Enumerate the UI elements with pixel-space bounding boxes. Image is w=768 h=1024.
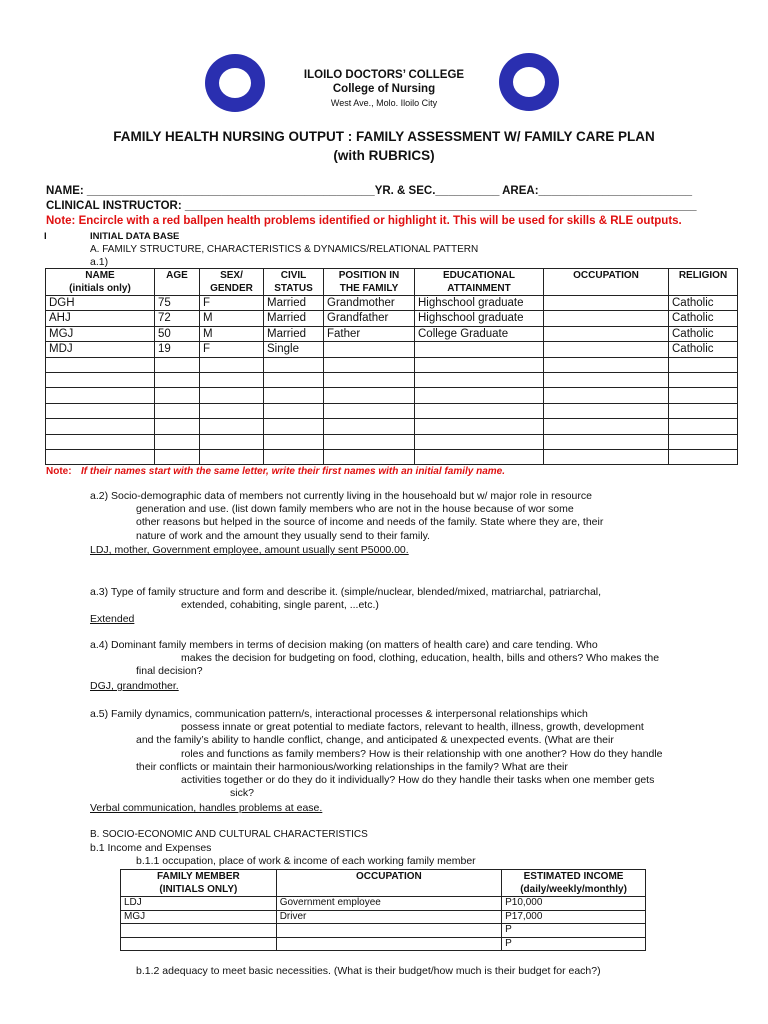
column-header [669, 269, 738, 296]
a3-question-line: extended, cohabiting, single parent, ...etc.) [181, 599, 379, 612]
table-row [46, 326, 738, 341]
table-row [121, 937, 646, 951]
column-header [155, 269, 200, 296]
table-cell[interactable] [415, 449, 544, 464]
family-members-table [45, 268, 738, 465]
column-header-line: GENDER [210, 283, 253, 294]
table-cell[interactable] [155, 403, 200, 418]
table-cell[interactable] [121, 937, 277, 951]
b12-label: b.1.2 adequacy to meet basic necessities. (What is their budget/how much is their budget for each?) [136, 965, 601, 977]
table-cell[interactable] [415, 357, 544, 372]
a2-question-line: nature of work and the amount they usually send to their family. [136, 529, 430, 542]
column-header-line: SEX/ [220, 270, 243, 281]
a5-question-line: their conflicts or maintain their harmonious/working relationships in the family? What are their [136, 760, 568, 773]
table-cell[interactable]: P [502, 937, 646, 951]
table-cell[interactable]: 50 [155, 326, 200, 341]
table-cell[interactable] [669, 357, 738, 372]
table-cell[interactable]: Government employee [276, 897, 501, 911]
name-field[interactable]: NAME: _____________________________________________YR. & SEC.__________ AREA:________________________ [46, 185, 693, 197]
table-cell[interactable]: 72 [155, 311, 200, 326]
table-cell[interactable] [264, 403, 324, 418]
table-cell[interactable] [200, 419, 264, 434]
column-header [46, 269, 155, 296]
column-header [200, 269, 264, 296]
a4-answer[interactable]: DGJ, grandmother. [90, 680, 179, 692]
table-cell[interactable] [415, 372, 544, 387]
table-cell[interactable] [324, 342, 415, 357]
a5-question-line: sick? [230, 787, 254, 800]
a5-question-line: possess innate or great potential to mediate factors, relevant to health, illness, growth, development [181, 721, 644, 734]
red-note: Note: Encircle with a red ballpen health problems identified or highlight it. This will be used for skills & RLE outputs. [46, 215, 682, 227]
a4-question-line: final decision? [136, 665, 203, 678]
table-cell[interactable] [415, 403, 544, 418]
subsection-a-title: A. FAMILY STRUCTURE, CHARACTERISTICS & DYNAMICS/RELATIONAL PATTERN [90, 244, 479, 255]
table-cell[interactable]: Married [264, 311, 324, 326]
table-cell[interactable] [324, 388, 415, 403]
table-cell[interactable] [200, 357, 264, 372]
table-cell[interactable] [264, 449, 324, 464]
table-cell[interactable] [264, 434, 324, 449]
a5-question-line: roles and functions as family members? How is their relationship with one another? How do they handle [181, 747, 663, 760]
table-cell[interactable] [46, 403, 155, 418]
table-cell[interactable] [264, 388, 324, 403]
table-cell[interactable] [46, 434, 155, 449]
table-row [121, 897, 646, 911]
table-cell[interactable] [155, 388, 200, 403]
column-header-line: FAMILY MEMBER [156, 871, 240, 882]
column-header-line: OCCUPATION [573, 270, 639, 281]
table-cell[interactable] [415, 342, 544, 357]
table-cell[interactable] [324, 357, 415, 372]
school-address: West Ave., Molo. Iloilo City [330, 98, 438, 108]
a2-question-line: other reasons but helped in the source of income and needs of the family. State where they are, their [136, 516, 604, 529]
table-cell[interactable]: MGJ [121, 910, 277, 924]
table-row [46, 434, 738, 449]
table-cell[interactable] [46, 372, 155, 387]
table-row [121, 924, 646, 938]
table-cell[interactable] [544, 342, 669, 357]
table-cell[interactable]: Grandfather [324, 311, 415, 326]
table-cell[interactable] [415, 388, 544, 403]
table-cell[interactable]: Catholic [669, 311, 738, 326]
college-name: College of Nursing [332, 83, 436, 95]
table-row [46, 296, 738, 311]
table-cell[interactable] [200, 403, 264, 418]
table-cell[interactable]: P17,000 [502, 910, 646, 924]
table-cell[interactable] [544, 403, 669, 418]
table-cell[interactable] [200, 372, 264, 387]
school-name: ILOILO DOCTORS’ COLLEGE [303, 69, 465, 81]
table-cell[interactable] [669, 434, 738, 449]
b1-label: b.1 Income and Expenses [90, 842, 212, 854]
column-header-line: ATTAINMENT [447, 283, 511, 294]
table-cell[interactable] [544, 311, 669, 326]
table-cell[interactable] [155, 449, 200, 464]
column-header [324, 269, 415, 296]
section-number: I [44, 231, 47, 242]
table-cell[interactable]: Catholic [669, 296, 738, 311]
table-row [46, 342, 738, 357]
a5-answer[interactable]: Verbal communication, handles problems at ease. [90, 802, 323, 814]
table-cell[interactable] [544, 388, 669, 403]
a4-question-line: makes the decision for budgeting on food, clothing, education, health, bills and others? Who makes the [181, 652, 660, 665]
table-cell[interactable] [264, 372, 324, 387]
table-cell[interactable]: P [502, 924, 646, 938]
table-cell[interactable]: Highschool graduate [415, 311, 544, 326]
column-header-line: POSITION IN [338, 270, 400, 281]
doc-title: FAMILY HEALTH NURSING OUTPUT : FAMILY ASSESSMENT W/ FAMILY CARE PLAN [113, 129, 655, 144]
column-header-line: (daily/weekly/monthly) [520, 884, 627, 895]
column-header-line: STATUS [274, 283, 313, 294]
table-row [46, 449, 738, 464]
table-row [46, 357, 738, 372]
table-cell[interactable] [46, 357, 155, 372]
table-cell[interactable]: College Graduate [415, 326, 544, 341]
a5-question-line: activities together or do they do it individually? How do they handle their tasks when one member gets [181, 774, 655, 786]
table-cell[interactable] [669, 388, 738, 403]
table-row [121, 910, 646, 924]
table-cell[interactable]: Married [264, 296, 324, 311]
table-cell[interactable]: Catholic [669, 326, 738, 341]
table-cell[interactable] [544, 296, 669, 311]
table-cell[interactable] [200, 434, 264, 449]
a5-question-line: and the family’s ability to handle conflict, change, and anticipated & unexpected events. (What are their [136, 734, 614, 747]
table-cell[interactable]: M [200, 326, 264, 341]
column-header-line: OCCUPATION [356, 871, 422, 882]
table-cell[interactable]: Catholic [669, 342, 738, 357]
column-header [502, 870, 646, 897]
table-cell[interactable] [264, 357, 324, 372]
table-cell[interactable] [155, 372, 200, 387]
column-header [415, 269, 544, 296]
table-cell[interactable]: F [200, 296, 264, 311]
column-header-line: CIVIL [280, 270, 307, 281]
table-header-row [121, 870, 646, 897]
table-cell[interactable]: AHJ [46, 311, 155, 326]
table-cell[interactable] [544, 419, 669, 434]
table-cell[interactable] [155, 357, 200, 372]
table-cell[interactable] [415, 419, 544, 434]
column-header [264, 269, 324, 296]
table-row [46, 419, 738, 434]
a2-answer[interactable]: LDJ, mother, Government employee, amount usually sent P5000.00. [90, 544, 409, 556]
table-cell[interactable] [415, 434, 544, 449]
table-cell[interactable] [121, 924, 277, 938]
table-cell[interactable] [155, 434, 200, 449]
column-header-line: RELIGION [678, 270, 728, 281]
table-cell[interactable]: Driver [276, 910, 501, 924]
table-cell[interactable] [669, 419, 738, 434]
table-cell[interactable] [200, 388, 264, 403]
table-cell[interactable] [324, 372, 415, 387]
table-cell[interactable] [544, 357, 669, 372]
table-cell[interactable] [324, 419, 415, 434]
table-row [46, 388, 738, 403]
table-cell[interactable]: P10,000 [502, 897, 646, 911]
a2-question-line: generation and use. (list down family members who are not in the house because of wor some [136, 503, 574, 516]
table-cell[interactable]: MGJ [46, 326, 155, 341]
table-cell[interactable]: F [200, 342, 264, 357]
table-cell[interactable] [544, 434, 669, 449]
table-cell[interactable] [276, 937, 501, 951]
table-cell[interactable]: DGH [46, 296, 155, 311]
table-cell[interactable] [544, 326, 669, 341]
table-cell[interactable] [324, 434, 415, 449]
income-table [120, 869, 646, 951]
column-header-line: (INITIALS ONLY) [159, 884, 238, 895]
clinical-instructor-field[interactable]: CLINICAL INSTRUCTOR: ________________________________________________________________________________ [46, 200, 697, 212]
table-row [46, 372, 738, 387]
column-header-line: ESTIMATED INCOME [523, 871, 624, 882]
section-title: INITIAL DATA BASE [90, 231, 180, 242]
table-cell[interactable]: Single [264, 342, 324, 357]
table-cell[interactable] [324, 403, 415, 418]
table-header-row [46, 269, 738, 296]
table-cell[interactable]: Married [264, 326, 324, 341]
table-cell[interactable] [46, 449, 155, 464]
table-cell[interactable]: Highschool graduate [415, 296, 544, 311]
table-row [46, 311, 738, 326]
table-note-label: Note: [46, 466, 72, 477]
column-header [544, 269, 669, 296]
table-cell[interactable]: M [200, 311, 264, 326]
a3-answer[interactable]: Extended [90, 613, 135, 625]
table-cell[interactable] [669, 403, 738, 418]
column-header-line: (initials only) [69, 283, 131, 294]
section-b-title: B. SOCIO-ECONOMIC AND CULTURAL CHARACTERISTICS [90, 829, 368, 840]
table-cell[interactable] [155, 419, 200, 434]
table-cell[interactable] [669, 449, 738, 464]
table-cell[interactable] [46, 388, 155, 403]
doc-subtitle: (with RUBRICS) [333, 148, 435, 163]
column-header-line: AGE [166, 270, 188, 281]
table-cell[interactable] [200, 449, 264, 464]
table-cell[interactable]: Grandmother [324, 296, 415, 311]
column-header-line: THE FAMILY [339, 283, 399, 294]
a5-question-line: a.5) Family dynamics, communication pattern/s, interactional processes & interpersonal relationships which [90, 708, 588, 720]
column-header-line: EDUCATIONAL [442, 270, 516, 281]
column-header [121, 870, 277, 897]
table-cell[interactable]: LDJ [121, 897, 277, 911]
table-cell[interactable] [264, 419, 324, 434]
table-cell[interactable] [276, 924, 501, 938]
table-cell[interactable] [46, 419, 155, 434]
a2-question-line: a.2) Socio-demographic data of members not currently living in the househoald but w/ major role in resource [90, 490, 592, 502]
table-row [46, 403, 738, 418]
table-cell[interactable]: MDJ [46, 342, 155, 357]
b11-label: b.1.1 occupation, place of work & income of each working family member [136, 855, 476, 867]
column-header-line: NAME [85, 270, 115, 281]
table-cell[interactable]: 75 [155, 296, 200, 311]
table-note: If their names start with the same letter, write their first names with an initial family name. [81, 466, 506, 477]
table-cell[interactable] [669, 372, 738, 387]
a3-question-line: a.3) Type of family structure and form and describe it. (simple/nuclear, blended/mixed, matriarchal, patriarchal, [90, 586, 602, 598]
table-cell[interactable]: 19 [155, 342, 200, 357]
table-cell[interactable] [324, 449, 415, 464]
a1-label: a.1) [90, 256, 109, 268]
table-cell[interactable] [544, 449, 669, 464]
table-cell[interactable] [544, 372, 669, 387]
table-cell[interactable]: Father [324, 326, 415, 341]
column-header [276, 870, 501, 897]
a4-question-line: a.4) Dominant family members in terms of decision making (on matters of health care) and care tending. Who [90, 639, 598, 651]
